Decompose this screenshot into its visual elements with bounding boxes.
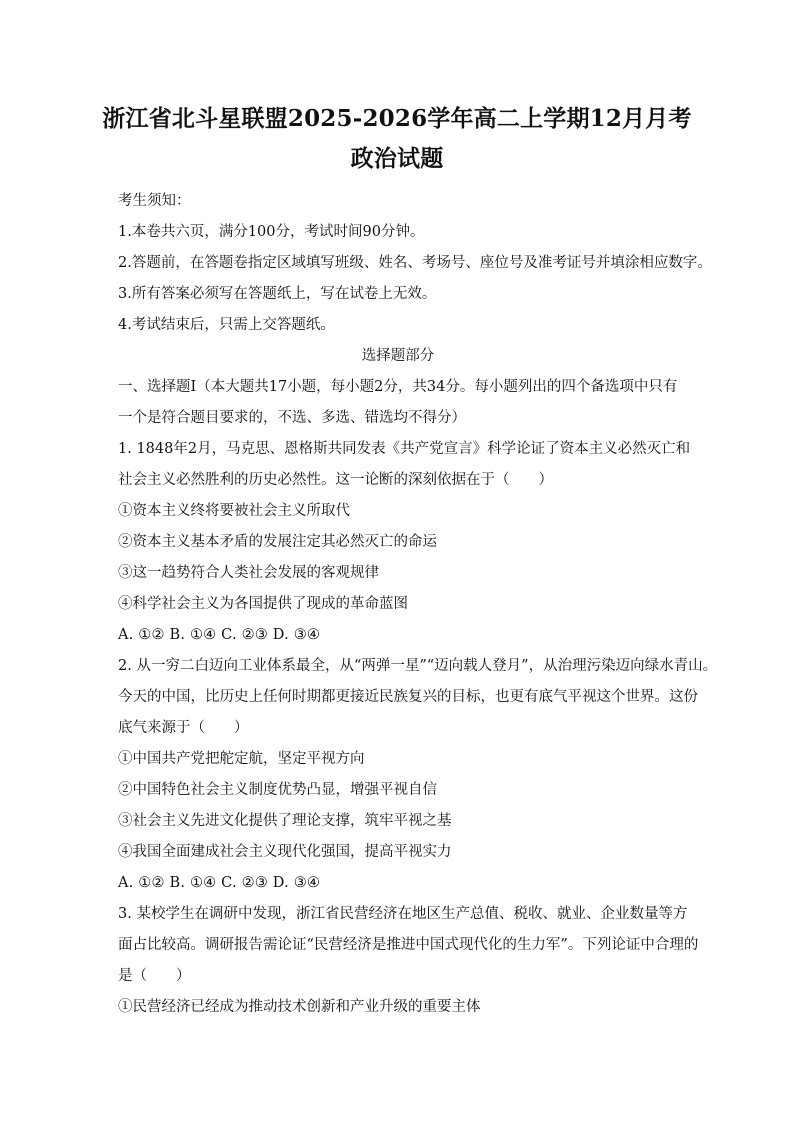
notice-label: 考生须知：: [118, 193, 191, 209]
notice-item: 3.所有答案必须写在答题纸上，写在试卷上无效。: [118, 286, 437, 302]
question-1-statement: ②资本主义基本矛盾的发展注定其必然灭亡的命运: [118, 534, 437, 550]
exam-subtitle: 政治试题: [350, 145, 444, 172]
question-2-options: A. ①② B. ①④ C. ②③ D. ③④: [118, 875, 321, 891]
section-instruction-line: 一个是符合题目要求的，不选、多选、错选均不得分）: [118, 410, 466, 426]
section-instruction-line: 一、选择题Ⅰ（本大题共17小题，每小题2分，共34分。每小题列出的四个备选项中只有: [118, 379, 678, 395]
exam-title: 浙江省北斗星联盟2025-2026学年高二上学期12月月考: [102, 105, 692, 132]
exam-content: [118, 186, 718, 1023]
question-1-statement: ④科学社会主义为各国提供了现成的革命蓝图: [118, 596, 408, 612]
question-2-stem-line: 底气来源于（ ）: [118, 720, 249, 736]
section-part-title: 选择题部分: [361, 348, 435, 364]
question-2-statement: ④我国全面建成社会主义现代化强国，提高平视实力: [118, 844, 452, 860]
notice-item: 2.答题前，在答题卷指定区域填写班级、姓名、考场号、座位号及准考证号并填涂相应数字。: [118, 255, 712, 271]
notice-item: 4.考试结束后，只需上交答题纸。: [118, 317, 335, 333]
question-2-statement: ①中国共产党把舵定航，坚定平视方向: [118, 751, 365, 767]
question-3-stem-line: 是（ ）: [118, 968, 191, 984]
question-1-options: A. ①② B. ①④ C. ②③ D. ③④: [118, 627, 321, 643]
question-1-stem-line: 1. 1848年2月，马克思、恩格斯共同发表《共产党宣言》科学论证了资本主义必然灭亡和: [118, 441, 691, 457]
question-2-statement: ③社会主义先进文化提供了理论支撑，筑牢平视之基: [118, 813, 452, 829]
question-2-statement: ②中国特色社会主义制度优势凸显，增强平视自信: [118, 782, 437, 798]
question-2-stem-line: 今天的中国，比历史上任何时期都更接近民族复兴的目标，也更有底气平视这个世界。这份: [118, 689, 698, 705]
question-1-statement: ③这一趋势符合人类社会发展的客观规律: [118, 565, 379, 581]
question-1-stem-line: 社会主义必然胜利的历史必然性。这一论断的深刻依据在于（ ）: [118, 472, 553, 488]
question-3-statement: ①民营经济已经成为推动技术创新和产业升级的重要主体: [118, 999, 481, 1015]
question-3-stem-line: 面占比较高。调研报告需论证“民营经济是推进中国式现代化的生力军”。下列论证中合理的: [118, 937, 699, 953]
notice-item: 1.本卷共六页，满分100分，考试时间90分钟。: [118, 224, 425, 240]
question-1-statement: ①资本主义终将要被社会主义所取代: [118, 503, 350, 519]
question-3-stem-line: 3. 某校学生在调研中发现，浙江省民营经济在地区生产总值、税收、就业、企业数量等方: [118, 906, 688, 922]
question-2-stem-line: 2. 从一穷二白迈向工业体系最全，从“两弹一星”“迈向载人登月”，从治理污染迈向绿水青山。: [118, 658, 718, 674]
